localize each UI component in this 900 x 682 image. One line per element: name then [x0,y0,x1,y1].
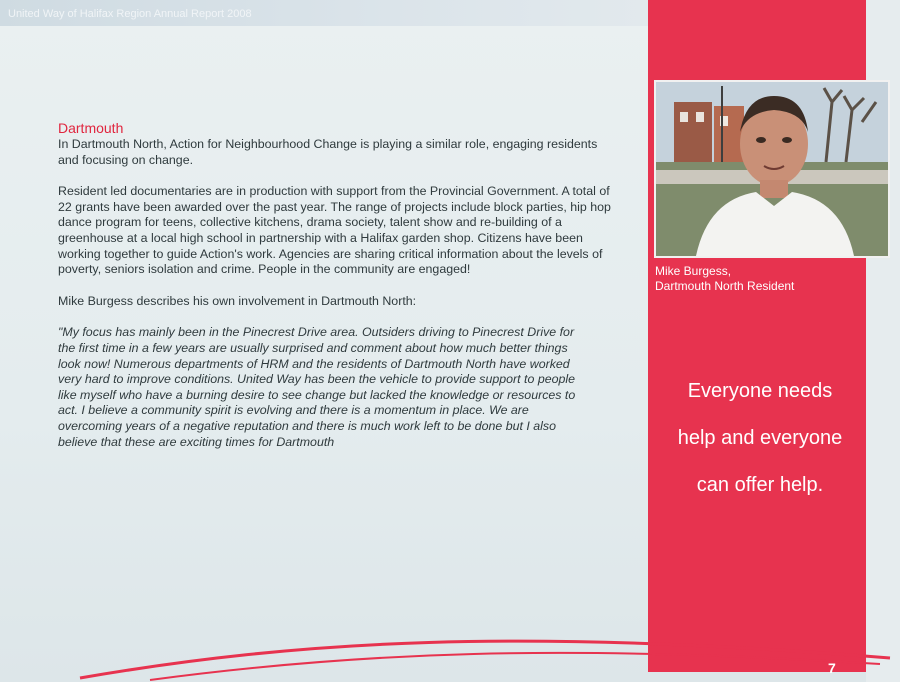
header-title: United Way of Halifax Region Annual Report 2008 [8,8,252,20]
portrait-illustration [656,82,888,256]
article-body [58,120,618,466]
caption-name: Mike Burgess, [655,264,732,278]
header-strip [0,0,650,26]
resident-photo [654,80,890,258]
photo-caption [655,264,855,294]
decorative-swoosh [0,600,900,682]
pull-quote-line-2: help and everyone [677,427,843,449]
resident-quote: "My focus has mainly been in the Pinecrest Drive area. Outsiders driving to Pinecrest Drive for the first time in a few years are usually surprised and comment about how much better things look now! Numerous departments of HRM and the residents of Dartmouth North have worked very hard to improve conditions. United Way has been the vehicle to provide support to people like myself who have a burning desire to see change but lacked the knowledge or resources to act. I believe a community spirit is evolving and there is a momentum in place. We are overcoming years of a negative reputation and there is much work left to be done but I also believe that these are exciting times for Dartmouth [58,325,576,449]
pull-quote-line-1: Everyone needs [687,380,833,402]
page-number: 7 [828,660,836,676]
pull-quote [660,368,860,509]
paragraph-intro: In Dartmouth North, Action for Neighbourhood Change is playing a similar role, engaging residents and focusing on change. [58,137,598,167]
pull-quote-line-3: can offer help. [696,474,824,496]
paragraph-projects: Resident led documentaries are in production with support from the Provincial Government. A total of 22 grants have been awarded over the past year. The range of projects include block parties, hip hop dance program for teens, collective kitchens, drama society, talent show and re-building of a greenhouse at a local high school in partnership with a Halifax garden shop. Citizens have been working together to guide Action's work. Agencies are sharing critical information about the levels of poverty, seniors isolation and crime. People in the community are engaged! [58,184,611,277]
paragraph-lead-in: Mike Burgess describes his own involvement in Dartmouth North: [58,293,417,308]
section-heading: Dartmouth [58,120,124,136]
caption-role: Dartmouth North Resident [655,279,795,293]
